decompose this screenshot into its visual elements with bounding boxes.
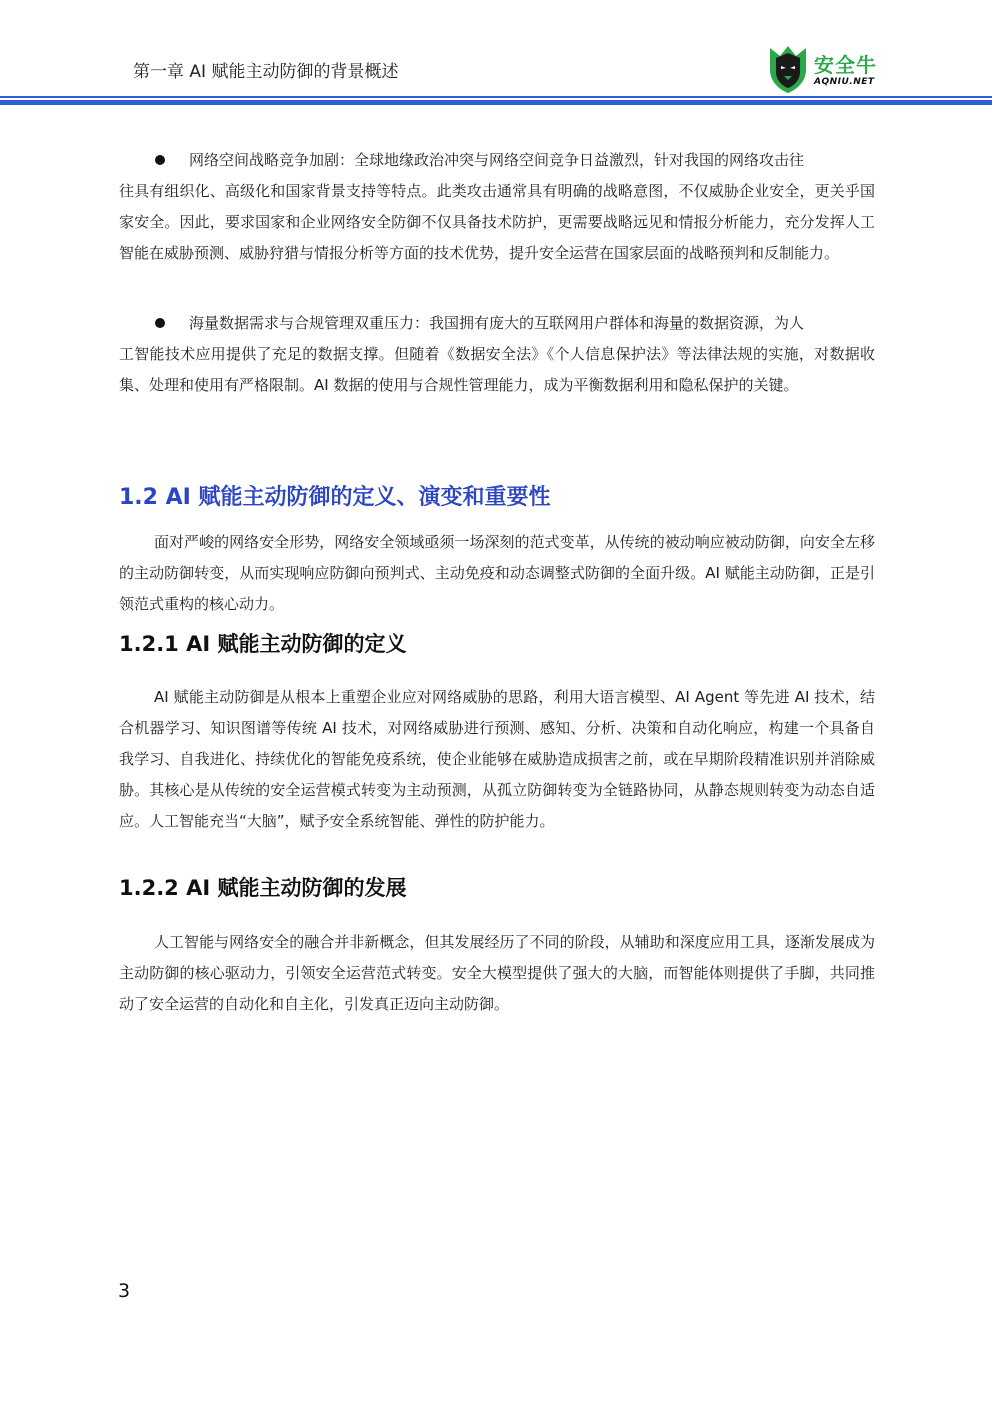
brand-logo (766, 44, 886, 96)
logo-text-cn: 安全牛 (814, 53, 877, 77)
bullet-icon (155, 318, 165, 328)
development-paragraph: 人工智能与网络安全的融合并非新概念，但其发展经历了不同的阶段，从辅助和深度应用工具，逐渐发展成为主动防御的核心驱动力，引领安全运营范式转变。安全大模型提供了强大的大脑，而智能体则提供了手脚，共同推动了安全运营的自动化和自主化，引发真正迈向主动防御。 (119, 933, 875, 1013)
chapter-title: 第一章 AI 赋能主动防御的背景概述 (133, 62, 399, 82)
page-number: 3 (118, 1280, 131, 1302)
bullet-item (119, 308, 875, 401)
lion-shield-icon (766, 44, 810, 94)
section-heading-1-2-1: 1.2.1 AI 赋能主动防御的定义 (119, 632, 407, 656)
bullet-text: 工智能技术应用提供了充足的数据支撑。但随着《数据安全法》《个人信息保护法》等法律法规的实施，对数据收集、处理和使用有严格限制。AI 数据的使用与合规性管理能力，成为平衡数据利用和隐私保护的关键。 (119, 345, 875, 394)
definition-paragraph: AI 赋能主动防御是从根本上重塑企业应对网络威胁的思路，利用大语言模型、AI Agent 等先进 AI 技术，结合机器学习、知识图谱等传统 AI 技术，对网络威胁进行预测、感知、分析、决策和自动化响应，构建一个具备自我学习、自我进化、持续优化的智能免疫系统，使企业能够在威胁造成损害之前，或在早期阶段精准识别并消除威胁。其核心是从传统的安全运营模式转变为主动预测，从孤立防御转变为全链路协同，从静态规则转变为动态自适应。人工智能充当“大脑”，赋予安全系统智能、弹性的防护能力。 (119, 688, 875, 830)
bullet-icon (155, 155, 165, 165)
bullet-first-line: 海量数据需求与合规管理双重压力：我国拥有庞大的互联网用户群体和海量的数据资源，为人 (189, 314, 805, 332)
section-intro-paragraph: 面对严峻的网络安全形势，网络安全领域亟须一场深刻的范式变革，从传统的被动响应被动防御，向安全左移的主动防御转变，从而实现响应防御向预判式、主动免疫和动态调整式防御的全面升级。AI 赋能主动防御，正是引领范式重构的核心动力。 (119, 533, 875, 613)
bullet-item (119, 145, 875, 269)
bullet-first-line: 网络空间战略竞争加剧：全球地缘政治冲突与网络空间竞争日益激烈，针对我国的网络攻击往 (189, 151, 805, 169)
page-header (0, 0, 992, 112)
section-heading-1-2-2: 1.2.2 AI 赋能主动防御的发展 (119, 876, 407, 900)
logo-text-en: AQNIU.NET (814, 77, 875, 87)
section-heading-1-2: 1.2 AI 赋能主动防御的定义、演变和重要性 (119, 485, 551, 510)
bullet-text: 往具有组织化、高级化和国家背景支持等特点。此类攻击通常具有明确的战略意图，不仅威胁企业安全，更关乎国家安全。因此，要求国家和企业网络安全防御不仅具备技术防护，更需要战略远见和情报分析能力，充分发挥人工智能在威胁预测、威胁狩猎与情报分析等方面的技术优势，提升安全运营在国家层面的战略预判和反制能力。 (119, 182, 875, 262)
header-divider (0, 96, 992, 105)
